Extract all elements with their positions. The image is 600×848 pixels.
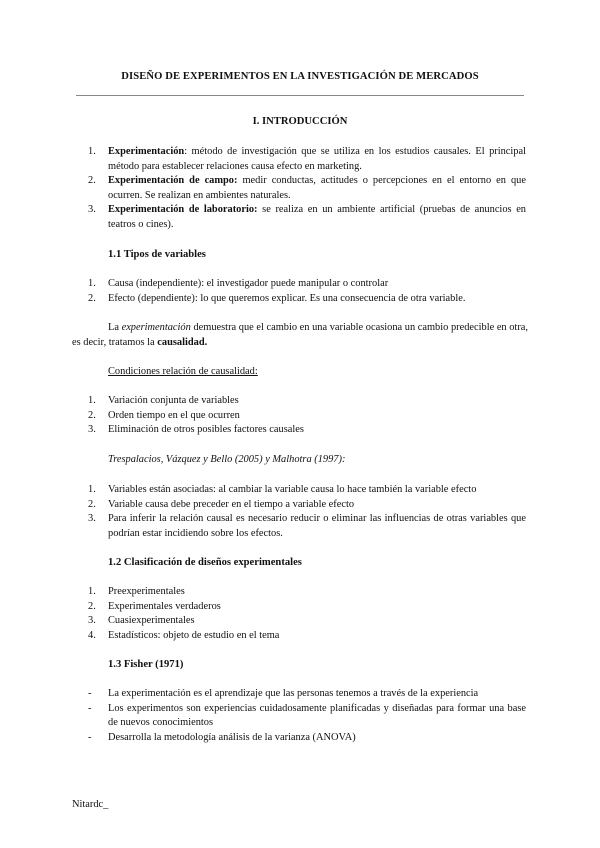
term: Experimentación de laboratorio: <box>108 204 258 215</box>
list-item: 3. Cuasiexperimentales <box>88 615 195 626</box>
subheading-fisher: 1.3 Fisher (1971) <box>108 659 184 670</box>
intro-list <box>88 145 526 232</box>
author-points-list <box>88 483 526 541</box>
subheading-tipos-variables: 1.1 Tipos de variables <box>108 249 206 260</box>
list-item: 1. Variación conjunta de variables <box>88 395 239 406</box>
list-item: 2. Orden tiempo en el que ocurren <box>88 409 240 421</box>
term: Experimentación <box>108 146 185 157</box>
list-item: - Los experimentos son experiencias cuidadosamente planificadas y diseñadas para formar una base de nuevos conocimientos <box>88 702 526 728</box>
footer-author: Nitardc_ <box>72 799 109 810</box>
fisher-list <box>88 687 526 745</box>
causality-paragraph: La experimentación demuestra que el cambio en una variable ocasiona un cambio predecible en otra, es decir, tratamos la causalidad. <box>72 322 528 348</box>
title-divider <box>76 95 524 96</box>
term: Experimentación de campo: <box>108 175 238 186</box>
document-title: DISEÑO DE EXPERIMENTOS EN LA INVESTIGACIÓN DE MERCADOS <box>121 71 479 82</box>
list-item: 3. Para inferir la relación causal es necesario reducir o eliminar las influencias de otras variables que podrían estar incidiendo sobre los efectos. <box>88 513 526 539</box>
list-item: 3. Experimentación de laboratorio: se realiza en un ambiente artificial (pruebas de anuncios en teatros o cines). <box>88 204 527 230</box>
list-item: 3. Eliminación de otros posibles factores causales <box>88 424 304 435</box>
section-heading-introduccion: I. INTRODUCCIÓN <box>252 116 348 127</box>
subheading-clasificacion: 1.2 Clasificación de diseños experimentales <box>108 557 302 568</box>
list-item: 1. Experimentación: método de investigación que se utiliza en los estudios causales. El principal método para establecer relaciones causa efecto en marketing. <box>88 146 526 172</box>
designs-list <box>88 585 526 643</box>
list-item: 2. Variable causa debe preceder en el tiempo a variable efecto <box>88 498 355 510</box>
authors-reference: Trespalacios, Vázquez y Bello (2005) y Malhotra (1997): <box>108 454 346 465</box>
list-item: 1. Causa (independiente): el investigador puede manipular o controlar <box>88 278 389 289</box>
conditions-heading: Condiciones relación de causalidad: <box>108 366 258 377</box>
list-item: 1. Preexperimentales <box>88 586 185 597</box>
list-item: 2. Experimentación de campo: medir conductas, actitudes o percepciones en el entorno en que ocurren. Se realizan en ambientes naturales. <box>88 175 526 201</box>
variable-types-list <box>88 277 526 306</box>
list-item: 1. Variables están asociadas: al cambiar la variable causa lo hace también la variable efecto <box>88 484 477 495</box>
list-item: 4. Estadísticos: objeto de estudio en el tema <box>88 629 280 641</box>
list-item: - La experimentación es el aprendizaje que las personas tenemos a través de la experiencia <box>88 688 479 699</box>
conditions-list <box>88 394 526 438</box>
list-item: - Desarrolla la metodología análisis de la varianza (ANOVA) <box>88 731 356 743</box>
list-item: 2. Efecto (dependiente): lo que queremos explicar. Es una consecuencia de otra variable. <box>88 292 466 304</box>
list-item: 2. Experimentales verdaderos <box>88 600 221 612</box>
